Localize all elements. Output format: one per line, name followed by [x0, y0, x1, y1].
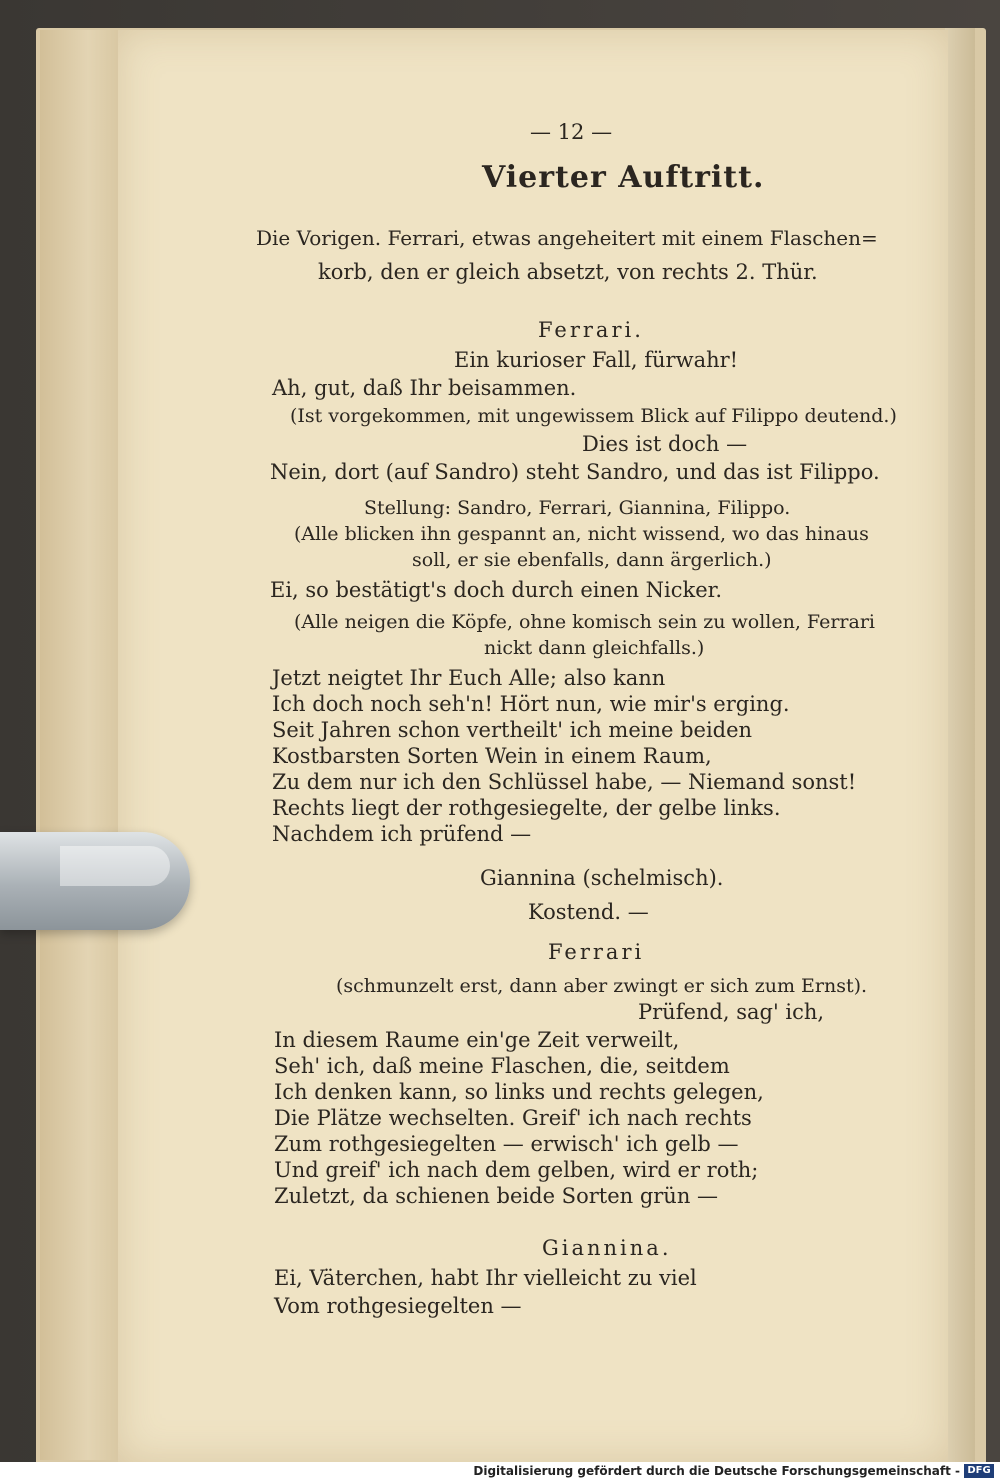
verse-line: Und greif' ich nach dem gelben, wird er roth;	[274, 1158, 759, 1182]
verse-line: Jetzt neigtet Ihr Euch Alle; also kann	[272, 666, 666, 690]
stage-direction-line: (Ist vorgekommen, mit ungewissem Blick auf Filippo deutend.)	[290, 405, 897, 427]
verse-line: Zuletzt, da schienen beide Sorten grün —	[274, 1184, 719, 1208]
page-text	[118, 30, 948, 1462]
stage-direction-line: nickt dann gleichfalls.)	[484, 637, 705, 659]
verse-line: Zum rothgesiegelten — erwisch' ich gelb —	[274, 1132, 739, 1156]
verse-line: Ich doch noch seh'n! Hört nun, wie mir's erging.	[272, 692, 790, 716]
page-stack-edge	[40, 30, 120, 1460]
book-page	[118, 30, 948, 1462]
verse-line: Vom rothgesiegelten —	[274, 1294, 522, 1318]
speaker-name: Giannina.	[542, 1236, 672, 1260]
page-number: — 12 —	[530, 120, 613, 144]
stage-direction-line: Die Vorigen. Ferrari, etwas angeheitert mit einem Flaschen=	[256, 226, 878, 250]
verse-line: In diesem Raume ein'ge Zeit verweilt,	[274, 1028, 680, 1052]
stage-direction-line: soll, er sie ebenfalls, dann ärgerlich.)	[412, 549, 772, 571]
thumbnail-highlight	[60, 846, 170, 886]
speaker-name: Ferrari	[548, 940, 645, 964]
page-right-edge	[945, 28, 975, 1468]
speaker-name: Giannina (schelmisch).	[480, 866, 724, 890]
stage-direction-line: (Alle neigen die Köpfe, ohne komisch sein zu wollen, Ferrari	[294, 611, 875, 633]
verse-line: Ah, gut, daß Ihr beisammen.	[272, 376, 577, 400]
verse-line: Ich denken kann, so links und rechts gelegen,	[274, 1080, 764, 1104]
dfg-logo: DFG	[964, 1464, 994, 1478]
verse-line: Dies ist doch —	[582, 432, 748, 456]
verse-line: Kostend. —	[528, 900, 649, 924]
speaker-name: Ferrari.	[538, 318, 644, 342]
verse-line: Ein kurioser Fall, fürwahr!	[454, 348, 739, 372]
verse-line: Prüfend, sag' ich,	[638, 1000, 825, 1024]
verse-line: Seit Jahren schon vertheilt' ich meine beiden	[272, 718, 753, 742]
verse-line: Rechts liegt der rothgesiegelte, der gelbe links.	[272, 796, 781, 820]
verse-line: Ei, Väterchen, habt Ihr vielleicht zu viel	[274, 1266, 697, 1290]
verse-line: Seh' ich, daß meine Flaschen, die, seitdem	[274, 1054, 730, 1078]
verse-line: Nachdem ich prüfend —	[272, 822, 532, 846]
verse-line: Zu dem nur ich den Schlüssel habe, — Niemand sonst!	[272, 770, 857, 794]
verse-line: Die Plätze wechselten. Greif' ich nach rechts	[274, 1106, 752, 1130]
stage-direction-line: (schmunzelt erst, dann aber zwingt er sich zum Ernst).	[336, 975, 868, 997]
scene-heading: Vierter Auftritt.	[482, 160, 765, 195]
verse-line: Nein, dort (auf Sandro) steht Sandro, und das ist Filippo.	[270, 460, 880, 484]
verse-line: Ei, so bestätigt's doch durch einen Nicker.	[270, 578, 723, 602]
stage-direction-line: korb, den er gleich absetzt, von rechts 2. Thür.	[318, 260, 818, 284]
verse-line: Kostbarsten Sorten Wein in einem Raum,	[272, 744, 712, 768]
dfg-credit: Digitalisierung gefördert durch die Deutsche Forschungsgemeinschaft -	[473, 1464, 960, 1478]
stage-position-line: Stellung: Sandro, Ferrari, Giannina, Filippo.	[364, 497, 791, 519]
stage-direction-line: (Alle blicken ihn gespannt an, nicht wissend, wo das hinaus	[294, 523, 869, 545]
